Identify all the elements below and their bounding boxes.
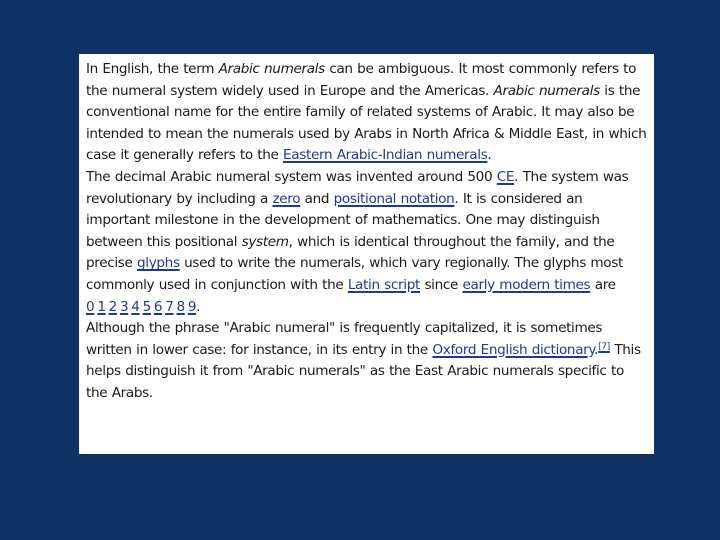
text-run: . [196, 298, 201, 315]
link-digit-4[interactable]: 4 [131, 298, 140, 315]
text-run: used to write the numerals, which vary regionally. The glyphs most commonly used in conjunction with the [86, 255, 623, 293]
text-run: . The system was revolutionary by including a [86, 168, 629, 207]
footnote-reference[interactable] [598, 342, 610, 352]
link-early-modern-times[interactable]: early modern times [462, 276, 591, 293]
link-digit-3[interactable]: 3 [119, 298, 129, 315]
paragraph-history [86, 167, 648, 318]
link-digit-9[interactable]: 9 [187, 298, 197, 315]
link-digit-2[interactable]: 2 [108, 298, 117, 315]
slide-card [79, 54, 654, 454]
link-digit-6[interactable]: 6 [153, 298, 163, 315]
text-run: . [487, 147, 492, 164]
text-run: are [590, 276, 616, 293]
article-text [86, 59, 648, 405]
text-run: In English, the term [86, 61, 219, 77]
text-run: . It is considered an important milestone in the development of mathematics. One may distinguish between this positional [86, 190, 600, 250]
link-zero[interactable]: zero [272, 190, 301, 207]
emphasis-arabic-numerals: Arabic numerals [218, 61, 325, 77]
paragraph-terminology [86, 59, 648, 167]
link-oxford-english-dictionary[interactable]: Oxford English dictionary [432, 341, 595, 358]
footnote-link[interactable]: [7] [598, 341, 610, 352]
link-digit-5[interactable]: 5 [142, 298, 151, 315]
link-glyphs[interactable]: glyphs [137, 255, 180, 272]
text-run: This helps distinguish it from "Arabic numerals" as the East Arabic numerals specific to the Arabs. [86, 341, 641, 401]
link-digit-7[interactable]: 7 [165, 298, 174, 315]
text-run: and [300, 190, 334, 207]
text-run: is the conventional name for the entire family of related systems of Arabic. It may also be intended to mean the numerals used by Arabs in North Africa & Middle East, in which case it generally refers to the [86, 82, 647, 164]
paragraph-capitalization [86, 318, 648, 404]
text-run: , which is identical throughout the family, and the precise [86, 233, 615, 272]
text-run: Although the phrase "Arabic numeral" is frequently capitalized, it is sometimes written in lower case: for instance, in its entry in the [86, 320, 603, 358]
link-digit-0[interactable]: 0 [86, 298, 95, 315]
text-run: . [594, 341, 599, 358]
link-digit-1[interactable]: 1 [97, 298, 106, 315]
link-latin-script[interactable]: Latin script [347, 276, 420, 293]
text-run: The decimal Arabic numeral system was invented around 500 [86, 168, 497, 185]
link-digit-8[interactable]: 8 [176, 298, 185, 315]
link-positional-notation[interactable]: positional notation [333, 190, 455, 207]
text-run: since [419, 276, 463, 293]
emphasis-arabic-numerals: Arabic numerals [493, 82, 600, 99]
link-eastern-arabic-indian-numerals[interactable]: Eastern Arabic-Indian numerals [283, 147, 488, 164]
text-run: can be ambiguous. It most commonly refers to the numeral system widely used in Europe and the Americas. [86, 61, 637, 99]
link-ce[interactable]: CE [496, 168, 515, 185]
emphasis-system: system [241, 233, 289, 250]
